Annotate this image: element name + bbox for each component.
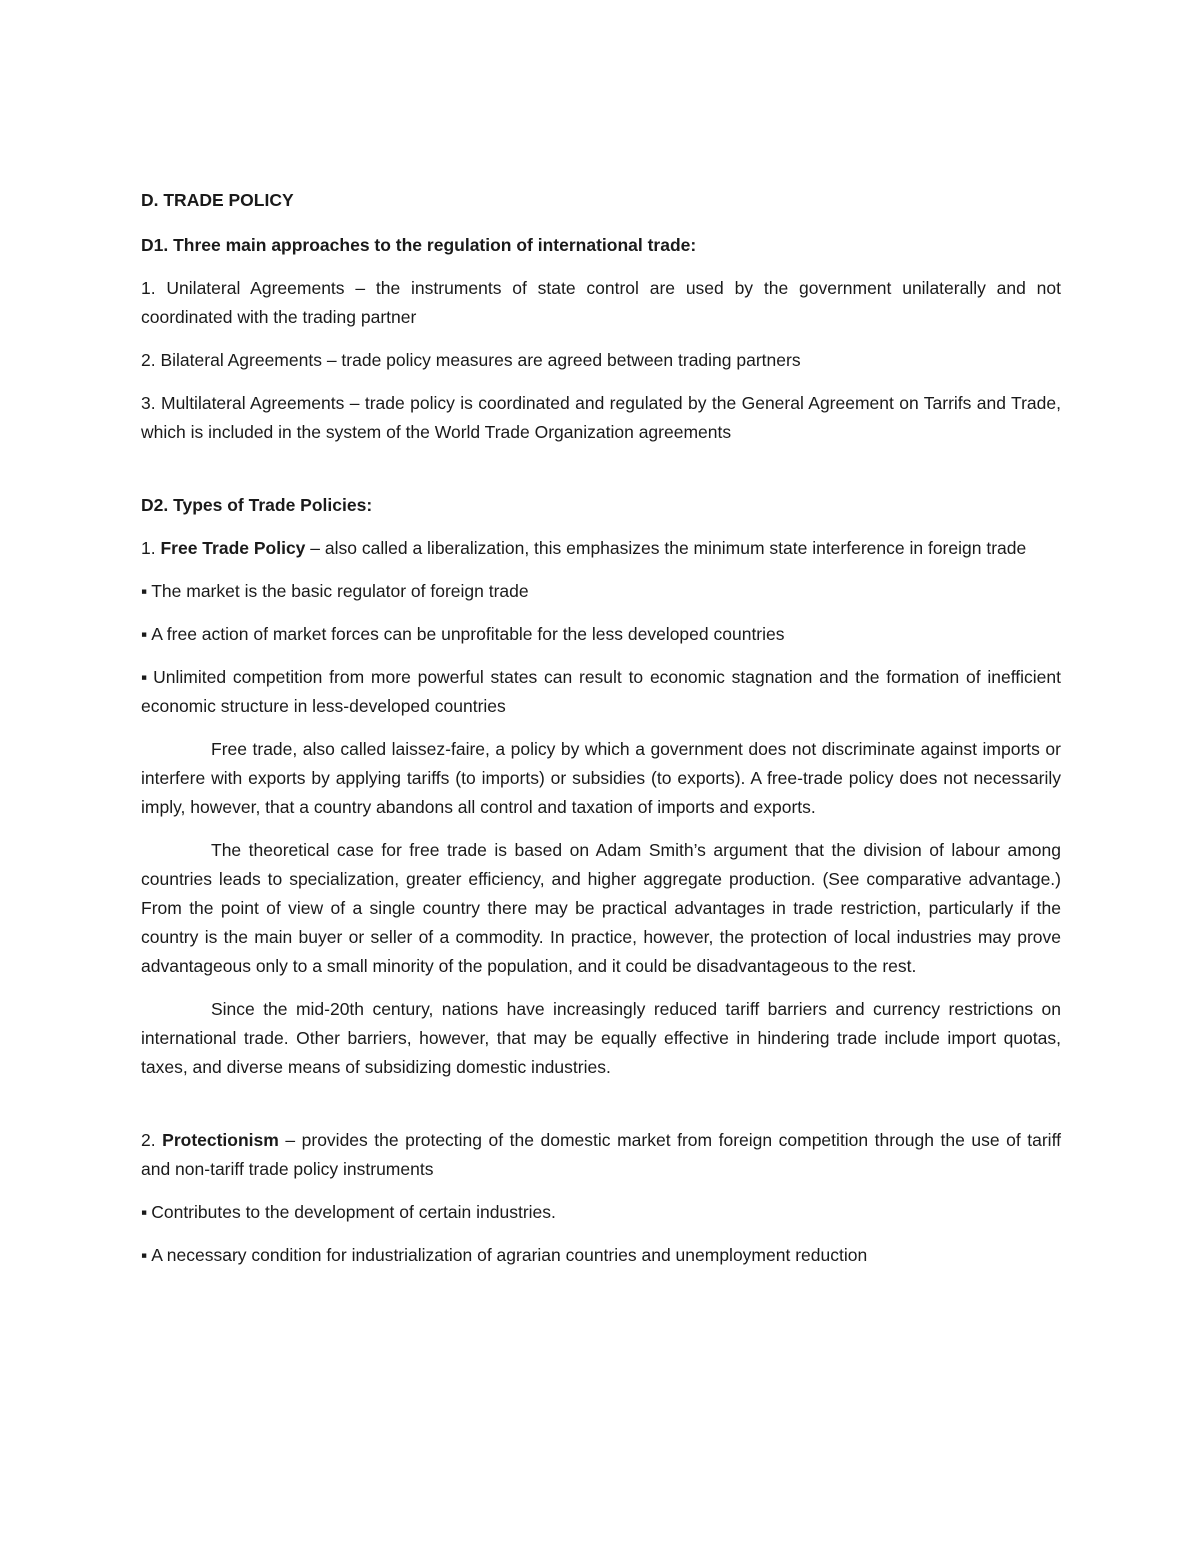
d1-heading: D1. Three main approaches to the regulation of international trade: (141, 235, 697, 255)
bullet-item (141, 577, 1061, 606)
item-number: 1. (141, 278, 156, 298)
body-paragraph: The theoretical case for free trade is based on Adam Smith’s argument that the division of labour among countries leads to specialization, greater efficiency, and higher aggregate production. (See comparative advantage.) From the point of view of a single country there may be practical advantages in trade restriction, particularly if the country is the main buyer or seller of a commodity. In practice, however, the protection of local industries may prove advantageous only to a small minority of the population, and it could be disadvantageous to the rest. (141, 840, 1061, 976)
protectionism-item (141, 1126, 1061, 1184)
item-text: Unilateral Agreements – the instruments of state control are used by the government unilaterally and not coordinated with the trading partner (141, 278, 1061, 327)
item-number: 3. (141, 393, 156, 413)
section-title: D. TRADE POLICY (141, 190, 294, 210)
item-number: 2. (141, 350, 156, 370)
item-text: – also called a liberalization, this emphasizes the minimum state interference in foreign trade (310, 538, 1027, 558)
item-term: Free Trade Policy (160, 538, 306, 558)
bullet-item (141, 620, 1061, 649)
bullet-icon: ▪ (141, 1202, 148, 1222)
bullet-item (141, 1198, 1061, 1227)
bullet-text: A necessary condition for industrialization of agrarian countries and unemployment reduction (151, 1245, 868, 1265)
d1-item (141, 274, 1061, 332)
bullet-text: The market is the basic regulator of foreign trade (151, 581, 529, 601)
document-body (141, 186, 1061, 1270)
bullet-icon: ▪ (141, 1245, 148, 1265)
d1-item (141, 346, 1061, 375)
item-text: Bilateral Agreements – trade policy measures are agreed between trading partners (160, 350, 801, 370)
bullet-item (141, 663, 1061, 721)
body-paragraph: Free trade, also called laissez-faire, a policy by which a government does not discriminate against imports or interfere with exports by applying tariffs (to imports) or subsidies (to exports). A free-trade policy does not necessarily imply, however, that a country abandons all control and taxation of imports and exports. (141, 739, 1061, 817)
d1-item (141, 389, 1061, 447)
bullet-text: A free action of market forces can be unprofitable for the less developed countries (151, 624, 785, 644)
item-number: 1. (141, 538, 156, 558)
d2-heading: D2. Types of Trade Policies: (141, 495, 373, 515)
bullet-icon: ▪ (141, 667, 150, 687)
item-text: – provides the protecting of the domestic market from foreign competition through the use of tariff and non-tariff trade policy instruments (141, 1130, 1061, 1179)
bullet-icon: ▪ (141, 581, 148, 601)
bullet-text: Unlimited competition from more powerful states can result to economic stagnation and the formation of inefficient economic structure in less-developed countries (141, 667, 1061, 716)
item-number: 2. (141, 1130, 156, 1150)
item-term: Protectionism (162, 1130, 279, 1150)
bullet-item (141, 1241, 1061, 1270)
item-text: Multilateral Agreements – trade policy is coordinated and regulated by the General Agreement on Tarrifs and Trade, which is included in the system of the World Trade Organization agreements (141, 393, 1061, 442)
bullet-text: Contributes to the development of certain industries. (151, 1202, 556, 1222)
bullet-icon: ▪ (141, 624, 148, 644)
free-trade-item (141, 534, 1061, 563)
body-paragraph: Since the mid-20th century, nations have increasingly reduced tariff barriers and currency restrictions on international trade. Other barriers, however, that may be equally effective in hindering trade include import quotas, taxes, and diverse means of subsidizing domestic industries. (141, 999, 1061, 1077)
